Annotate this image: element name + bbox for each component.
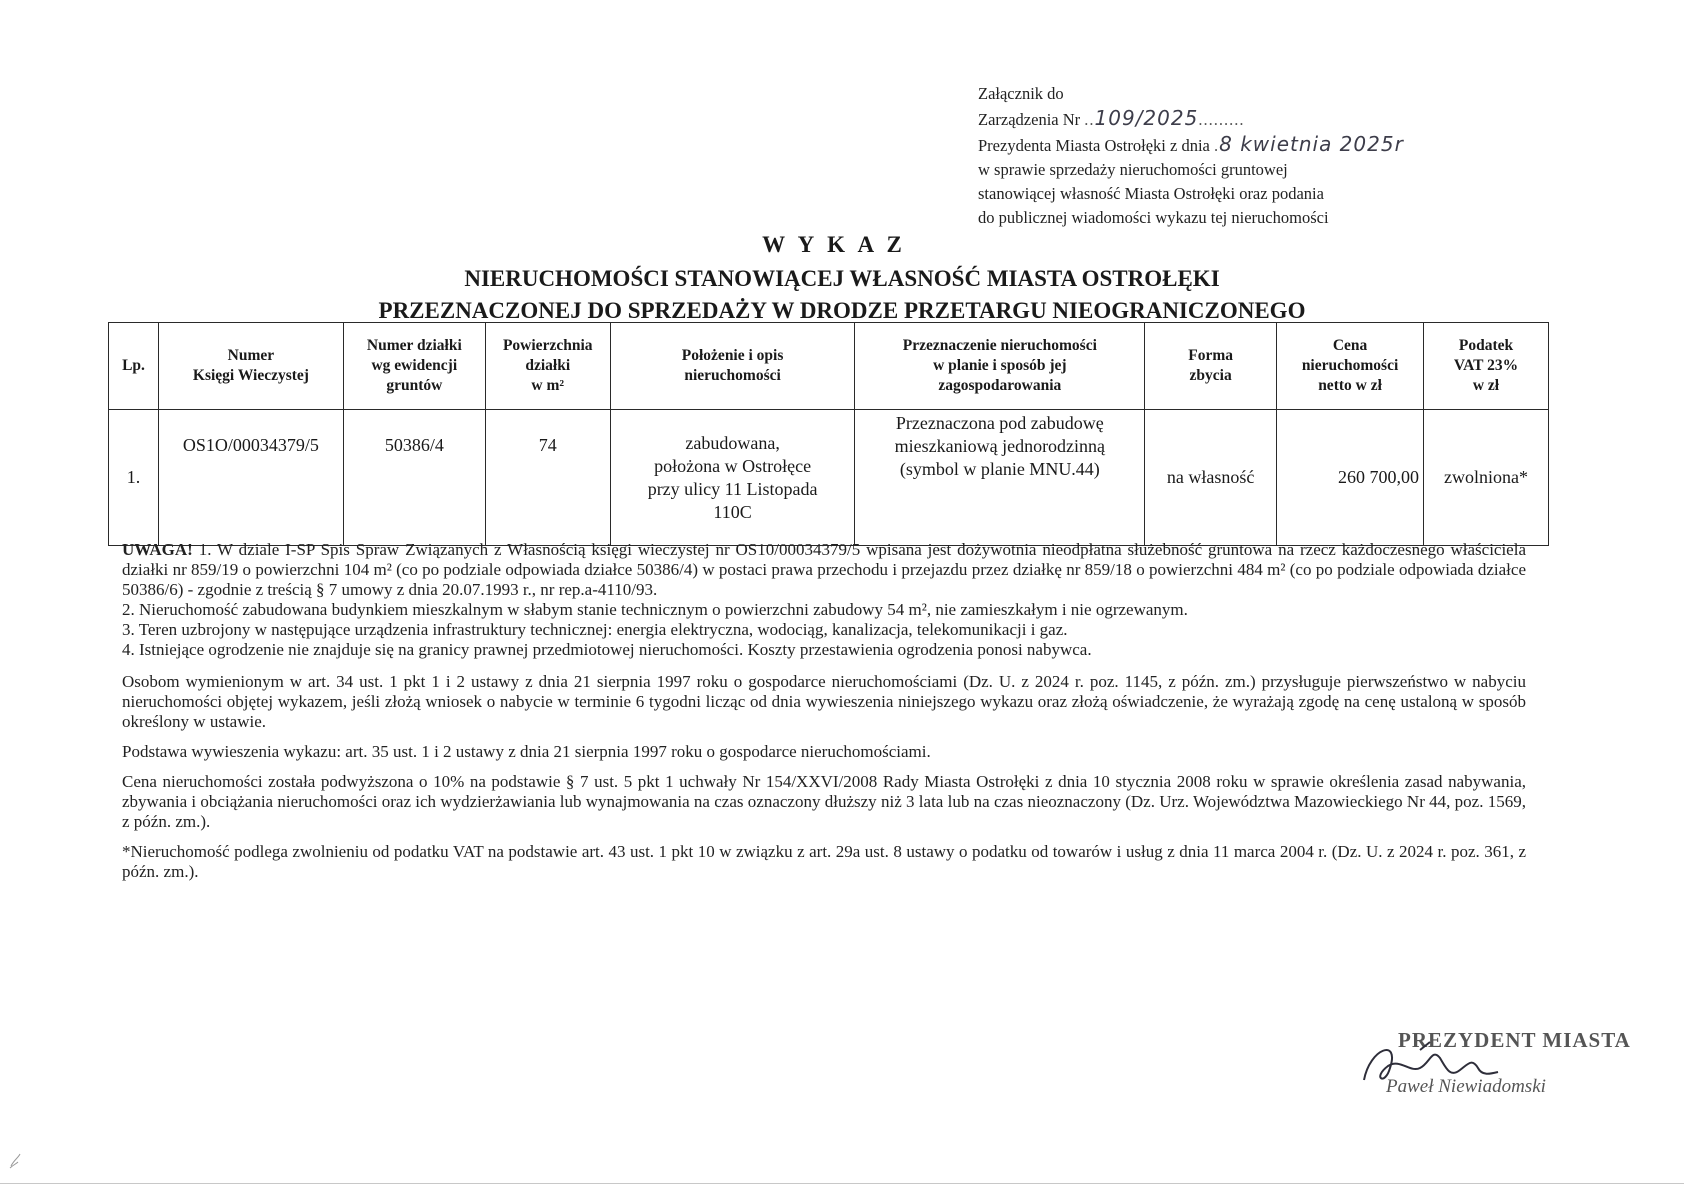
- note-paragraph-price-increase: Cena nieruchomości została podwyższona o 10% na podstawie § 7 ust. 5 pkt 1 uchwały Nr 154/XXVI/2008 Rady Miasta Ostrołęki z dnia 10 stycznia 2008 roku w sprawie określenia zasad nabywania, zbywania i obciążania nieruchomości oraz ich wydzierżawiania lub wynajmowania na czas oznaczony dłuższy niż 3 lata lub na czas nieoznaczony (Dz. Urz. Województwa Mazowieckiego Nr 44, poz. 1569, z późn. zm.).: [122, 772, 1526, 831]
- header-area: [485, 323, 610, 410]
- scan-mark-icon: [8, 1150, 24, 1170]
- header-location: [610, 323, 855, 410]
- cell-price: 260 700,00: [1277, 410, 1424, 546]
- note-item-3: 3. Teren uzbrojony w następujące urządzenia infrastruktury technicznej: energia elektryczna, wodociąg, kanalizacja, telekomunikacji i gaz.: [122, 620, 1068, 639]
- signature-stamp: [1360, 1028, 1631, 1118]
- handwritten-date: 8 kwietnia 2025r: [1219, 132, 1404, 156]
- cell-vat: zwolniona*: [1424, 410, 1549, 546]
- header-purpose-label: Przeznaczenie nieruchomości w planie i sposób jej zagospodarowania: [902, 337, 1097, 394]
- header-lp: [109, 323, 159, 410]
- note-paragraph-vat: *Nieruchomość podlega zwolnieniu od podatku VAT na podstawie art. 43 ust. 1 pkt 10 w związku z art. 29a ust. 8 ustawy o podatku od towarów i usług z dnia 11 marca 2004 r. (Dz. U. z 2024 r. poz. 361, z późn. zm.).: [122, 842, 1526, 881]
- table-header-row: [109, 323, 1549, 410]
- header-form: [1145, 323, 1277, 410]
- header-vat: [1424, 323, 1549, 410]
- page-edge-line: [0, 1183, 1684, 1184]
- document-title: W Y K A Z: [762, 232, 906, 257]
- cell-location: zabudowana, położona w Ostrołęce przy ulicy 11 Listopada 110C: [610, 410, 855, 546]
- header-form-label: Forma zbycia: [1188, 347, 1234, 384]
- header-purpose: [855, 323, 1145, 410]
- cell-area: 74: [485, 410, 610, 546]
- note-paragraph-preemption: Osobom wymienionym w art. 34 ust. 1 pkt 1 i 2 ustawy z dnia 21 sierpnia 1997 roku o gospodarce nieruchomościami (Dz. U. z 2024 r. poz. 1145, z późn. zm.) przysługuje pierwszeństwo w nabyciu nieruchomości objętej wykazem, jeśli złożą wniosek o nabycie w terminie 6 tygodni licząc od dnia wywieszenia niniejszego wykazu oraz złożą oświadczenie, że wyrażają zgodę na cenę ustaloną w sposób określony w ustawie.: [122, 672, 1526, 731]
- cell-purpose: Przeznaczona pod zabudowę mieszkaniową jednorodzinną (symbol w planie MNU.44): [855, 410, 1145, 546]
- header-vat-label: Podatek VAT 23% w zł: [1453, 337, 1519, 394]
- document-subtitle-2: PRZEZNACZONEJ DO SPRZEDAŻY W DRODZE PRZETARGU NIEOGRANICZONEGO: [378, 298, 1306, 323]
- annex-line-4: w sprawie sprzedaży nieruchomości gruntowej: [978, 160, 1288, 179]
- handwritten-order-number: 109/2025: [1094, 106, 1199, 130]
- property-table: [108, 322, 1549, 546]
- uwaga-label: UWAGA!: [122, 540, 193, 559]
- note-item-4: 4. Istniejące ogrodzenie nie znajduje się na granicy prawnej przedmiotowej nieruchomości. Koszty przestawienia ogrodzenia ponosi nabywca.: [122, 640, 1092, 659]
- header-plot-number: [343, 323, 485, 410]
- annex-line-3: Prezydenta Miasta Ostrołęki z dnia .8 kwietnia 2025r: [978, 132, 1404, 156]
- header-lp-label: Lp.: [122, 357, 145, 374]
- header-area-label: Powierzchnia działki w m²: [502, 337, 593, 394]
- stamp-title: PREZYDENT MIASTA: [1398, 1028, 1631, 1052]
- note-item-1: [122, 540, 1526, 600]
- notes-section: [122, 540, 1526, 892]
- note-item-1-text: 1. W dziale I-SP Spis Spraw Związanych z Własnością księgi wieczystej nr OS10/00034379/5 wpisana jest dożywotnia nieodpłatna służebność gruntowa na rzecz każdoczesnego właściciela działki nr 859/19 o powierzchni 104 m² (co po podziale odpowiada działce 50386/4) w postaci prawa przechodu i przejazdu przez działkę nr 859/18 o powierzchni 484 m² (co po podziale odpowiada działce 50386/6) - zgodnie z treścią § 7 umowy z dnia 20.07.1993 r., nr rep.a-4110/93.: [122, 540, 1526, 599]
- note-item-2: 2. Nieruchomość zabudowana budynkiem mieszkalnym w słabym stanie technicznym o powierzchni zabudowy 54 m², nie zamieszkałym i nie ogrzewanym.: [122, 600, 1188, 619]
- note-paragraph-legal-basis: Podstawa wywieszenia wykazu: art. 35 ust. 1 i 2 ustawy z dnia 21 sierpnia 1997 roku o gospodarce nieruchomościami.: [122, 742, 931, 761]
- annex-line-5: stanowiącej własność Miasta Ostrołęki oraz podania: [978, 184, 1324, 203]
- annex-header: [978, 82, 1538, 230]
- annex-line-3-prefix: Prezydenta Miasta Ostrołęki z dnia: [978, 136, 1214, 155]
- header-land-register: [158, 323, 343, 410]
- annex-line-1: Załącznik do: [978, 84, 1064, 103]
- header-plot-number-label: Numer działki wg ewidencji gruntów: [366, 337, 462, 394]
- annex-line-6: do publicznej wiadomości wykazu tej nieruchomości: [978, 208, 1329, 227]
- stamp-name: Paweł Niewiadomski: [1386, 1076, 1546, 1097]
- cell-lp: 1.: [109, 410, 159, 546]
- annex-line-2: Zarządzenia Nr ..109/2025.........: [978, 106, 1245, 130]
- header-location-label: Położenie i opis nieruchomości: [681, 347, 784, 384]
- header-land-register-label: Numer Księgi Wieczystej: [192, 347, 309, 384]
- header-price: [1277, 323, 1424, 410]
- cell-plot-number: 50386/4: [343, 410, 485, 546]
- document-subtitle-1: NIERUCHOMOŚCI STANOWIĄCEJ WŁASNOŚĆ MIASTA OSTROŁĘKI: [464, 266, 1220, 291]
- cell-form: na własność: [1145, 410, 1277, 546]
- annex-line-2-prefix: Zarządzenia Nr: [978, 110, 1085, 129]
- annex-line-2-dots: .........: [1198, 110, 1245, 129]
- cell-land-register: OS1O/00034379/5: [158, 410, 343, 546]
- header-price-label: Cena nieruchomości netto w zł: [1301, 337, 1399, 394]
- table-row: [109, 410, 1549, 546]
